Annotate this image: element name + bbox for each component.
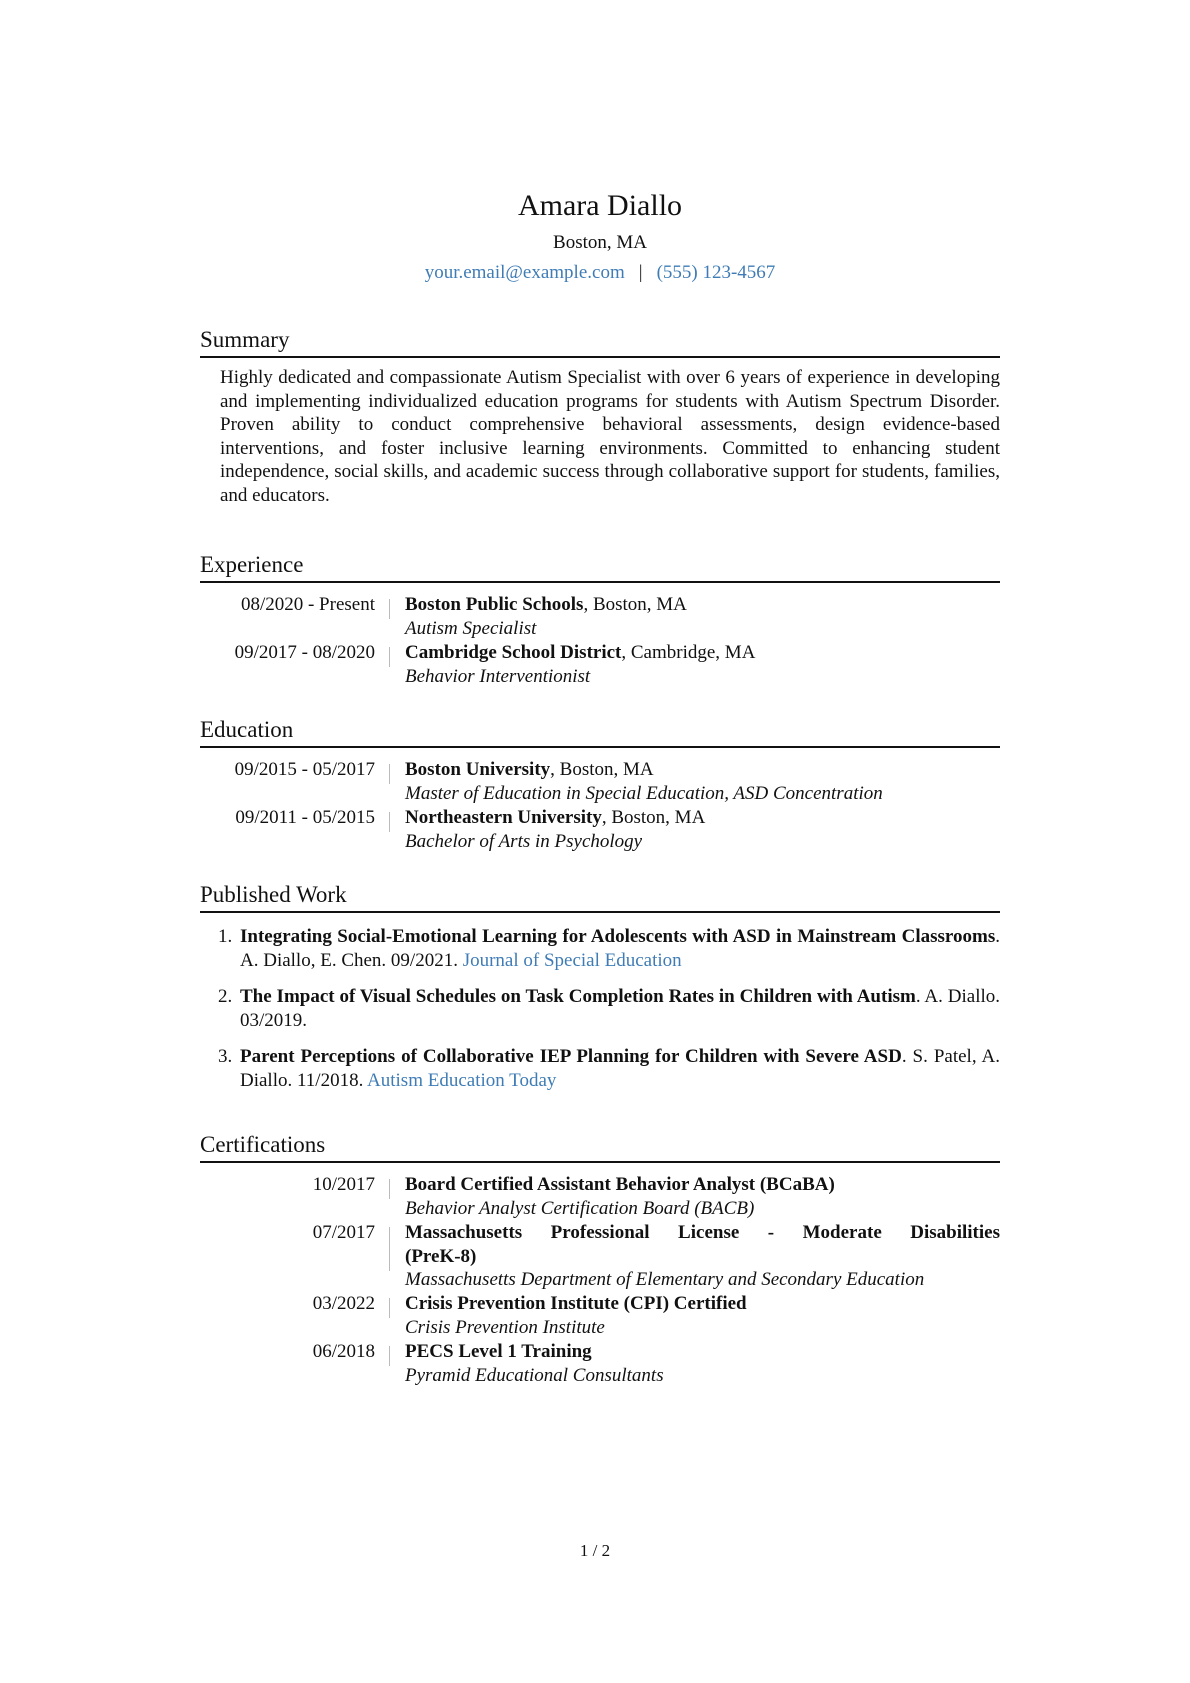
publication-item bbox=[200, 1045, 1000, 1092]
contact-line bbox=[200, 261, 1000, 285]
education-entry bbox=[200, 806, 1000, 854]
certification-name: Massachusetts Professional License - Moderate Disabilities (PreK-8) bbox=[405, 1222, 1000, 1267]
institution-location: , Boston, MA bbox=[601, 807, 706, 828]
education-section bbox=[200, 716, 1000, 854]
job-title: Behavior Interventionist bbox=[405, 665, 591, 687]
publication-number: 1. bbox=[218, 926, 233, 947]
entry-divider bbox=[389, 1227, 390, 1271]
section-title-publications: Published Work bbox=[200, 882, 347, 907]
section-rule bbox=[200, 581, 1000, 583]
employer-name: Cambridge School District bbox=[405, 642, 622, 663]
section-rule bbox=[200, 1161, 1000, 1163]
education-entry bbox=[200, 758, 1000, 806]
publication-item bbox=[200, 925, 1000, 972]
entry-dates: 08/2020 - Present bbox=[240, 594, 375, 615]
publication-venue-link[interactable]: Journal of Special Education bbox=[462, 949, 682, 971]
degree: Bachelor of Arts in Psychology bbox=[405, 830, 643, 852]
summary-text: Highly dedicated and compassionate Autism Specialist with over 6 years of experience in developing and implementing individualized education programs for students with Autism Spectrum Disorder. Proven ability to conduct comprehensive behavioral assessments, design evidence-based interventions, and foster inclusive learning environments. Committed to enhancing student independence, social skills, and academic success through collaborative support for students, families, and educators. bbox=[220, 367, 1000, 506]
page-number: 1 / 2 bbox=[579, 1541, 611, 1560]
institution-name: Boston University bbox=[405, 759, 551, 780]
publication-venue-link[interactable]: Autism Education Today bbox=[367, 1069, 557, 1091]
entry-dates: 09/2015 - 05/2017 bbox=[234, 759, 375, 780]
certification-entry bbox=[200, 1340, 1000, 1388]
entry-divider bbox=[389, 647, 390, 667]
section-title-certifications: Certifications bbox=[200, 1132, 326, 1157]
employer-location: , Boston, MA bbox=[583, 594, 687, 615]
publication-details: . A. Diallo. 03/2019. bbox=[240, 986, 1000, 1031]
publication-title: Parent Perceptions of Collaborative IEP Planning for Children with Severe ASD bbox=[240, 1046, 902, 1067]
summary-section bbox=[200, 326, 1000, 507]
publication-title: Integrating Social-Emotional Learning for Adolescents with ASD in Mainstream Classrooms bbox=[240, 926, 996, 947]
certification-entry bbox=[200, 1292, 1000, 1340]
institution-location: , Boston, MA bbox=[550, 759, 654, 780]
section-title-summary: Summary bbox=[200, 327, 290, 352]
section-rule bbox=[200, 746, 1000, 748]
entry-dates: 09/2017 - 08/2020 bbox=[234, 642, 375, 663]
publication-number: 3. bbox=[218, 1046, 233, 1067]
candidate-location: Boston, MA bbox=[553, 232, 647, 253]
entry-divider bbox=[389, 1298, 390, 1318]
entry-divider bbox=[389, 1346, 390, 1366]
section-title-education: Education bbox=[200, 717, 294, 742]
employer-name: Boston Public Schools bbox=[405, 594, 584, 615]
section-rule bbox=[200, 356, 1000, 358]
certification-date: 10/2017 bbox=[312, 1174, 375, 1195]
certifications-section bbox=[200, 1131, 1000, 1388]
experience-entry bbox=[200, 641, 1000, 689]
certification-issuer: Crisis Prevention Institute bbox=[405, 1316, 605, 1338]
job-title: Autism Specialist bbox=[405, 617, 537, 639]
institution-name: Northeastern University bbox=[405, 807, 602, 828]
certification-entry bbox=[200, 1173, 1000, 1221]
certification-name: PECS Level 1 Training bbox=[405, 1341, 592, 1362]
publication-number: 2. bbox=[218, 986, 233, 1007]
experience-section bbox=[200, 551, 1000, 689]
publication-details: . A. Diallo, E. Chen. 09/2021. bbox=[240, 926, 1000, 971]
certification-name: Crisis Prevention Institute (CPI) Certified bbox=[405, 1293, 747, 1314]
employer-location: , Cambridge, MA bbox=[621, 642, 756, 663]
entry-divider bbox=[389, 599, 390, 619]
section-rule bbox=[200, 911, 1000, 913]
phone-link[interactable]: (555) 123-4567 bbox=[656, 262, 776, 283]
entry-divider bbox=[389, 764, 390, 784]
entry-divider bbox=[389, 1179, 390, 1199]
candidate-name: Amara Diallo bbox=[517, 189, 683, 222]
certification-issuer: Pyramid Educational Consultants bbox=[405, 1364, 664, 1386]
certification-date: 03/2022 bbox=[312, 1293, 375, 1314]
certification-entry bbox=[200, 1221, 1000, 1292]
experience-entry bbox=[200, 593, 1000, 641]
publications-section bbox=[200, 881, 1000, 1105]
degree: Master of Education in Special Education, ASD Concentration bbox=[405, 782, 883, 804]
publication-item bbox=[200, 985, 1000, 1032]
certification-date: 06/2018 bbox=[312, 1341, 375, 1362]
certification-date: 07/2017 bbox=[312, 1222, 375, 1243]
contact-separator: | bbox=[638, 262, 643, 283]
publication-title: The Impact of Visual Schedules on Task Completion Rates in Children with Autism bbox=[240, 986, 916, 1007]
entry-dates: 09/2011 - 05/2015 bbox=[235, 807, 375, 828]
entry-divider bbox=[389, 812, 390, 832]
email-link[interactable]: your.email@example.com bbox=[424, 262, 625, 283]
certification-issuer: Massachusetts Department of Elementary and Secondary Education bbox=[405, 1269, 925, 1290]
publication-details: . S. Patel, A. Diallo. 11/2018. bbox=[240, 1046, 1000, 1091]
publication-list bbox=[200, 925, 1000, 1092]
certification-name: Board Certified Assistant Behavior Analyst (BCaBA) bbox=[405, 1174, 835, 1195]
section-title-experience: Experience bbox=[200, 552, 304, 577]
certification-issuer: Behavior Analyst Certification Board (BACB) bbox=[405, 1197, 755, 1219]
